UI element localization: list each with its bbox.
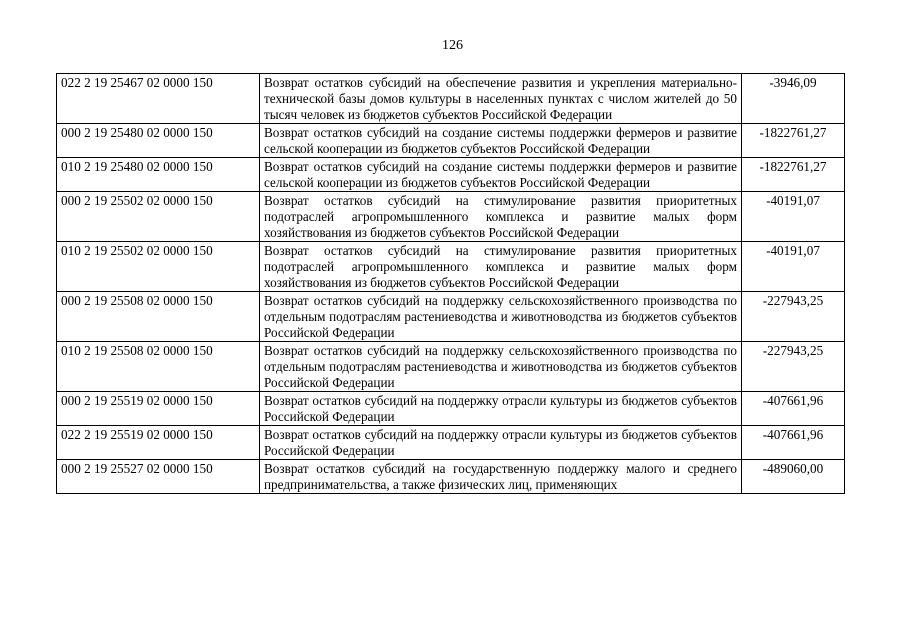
description-cell: Возврат остатков субсидий на стимулирование развития приоритетных подотраслей агропромышленного комплекса и развитие малых форм хозяйствования из бюджетов субъектов Российской Федерации (260, 192, 742, 242)
budget-code-cell (57, 460, 260, 494)
amount-cell: -1822761,27 (742, 124, 845, 158)
amount-cell: -227943,25 (742, 342, 845, 392)
description-cell: Возврат остатков субсидий на создание системы поддержки фермеров и развитие сельской кооперации из бюджетов субъектов Российской Федерации (260, 124, 742, 158)
description-cell: Возврат остатков субсидий на поддержку отрасли культуры из бюджетов субъектов Российской Федерации (260, 392, 742, 426)
table-row (57, 192, 845, 242)
table-row (57, 124, 845, 158)
description-cell: Возврат остатков субсидий на поддержку сельскохозяйственного производства по отдельным подотраслям растениеводства и животноводства из бюджетов субъектов Российской Федерации (260, 292, 742, 342)
amount-cell: -407661,96 (742, 426, 845, 460)
table-row (57, 74, 845, 124)
table-row (57, 342, 845, 392)
amount-cell: -407661,96 (742, 392, 845, 426)
budget-code-text: 000 2 19 25527 02 0000 150 (61, 461, 213, 476)
table-row (57, 158, 845, 192)
description-cell (260, 460, 742, 494)
budget-code-cell: 000 2 19 25480 02 0000 150 (57, 124, 260, 158)
budget-code-cell: 010 2 19 25508 02 0000 150 (57, 342, 260, 392)
amount-cell: -40191,07 (742, 192, 845, 242)
budget-code-cell: 022 2 19 25467 02 0000 150 (57, 74, 260, 124)
table-row (57, 392, 845, 426)
amount-cell: -1822761,27 (742, 158, 845, 192)
amount-cell (742, 460, 845, 494)
table-row (57, 242, 845, 292)
budget-classification-table (56, 73, 845, 494)
description-cell: Возврат остатков субсидий на стимулирование развития приоритетных подотраслей агропромышленного комплекса и развитие малых форм хозяйствования из бюджетов субъектов Российской Федерации (260, 242, 742, 292)
budget-code-cell: 000 2 19 25502 02 0000 150 (57, 192, 260, 242)
amount-cell: -227943,25 (742, 292, 845, 342)
table-row (57, 426, 845, 460)
budget-code-cell: 022 2 19 25519 02 0000 150 (57, 426, 260, 460)
description-cell: Возврат остатков субсидий на обеспечение развития и укрепления материально-технической базы домов культуры в населенных пунктах с числом жителей до 50 тысяч человек из бюджетов субъектов Российской Федерации (260, 74, 742, 124)
budget-code-cell: 000 2 19 25508 02 0000 150 (57, 292, 260, 342)
budget-code-cell: 010 2 19 25480 02 0000 150 (57, 158, 260, 192)
amount-cell: -40191,07 (742, 242, 845, 292)
budget-code-cell: 010 2 19 25502 02 0000 150 (57, 242, 260, 292)
description-cell: Возврат остатков субсидий на поддержку отрасли культуры из бюджетов субъектов Российской Федерации (260, 426, 742, 460)
budget-code-cell: 000 2 19 25519 02 0000 150 (57, 392, 260, 426)
amount-cell: -3946,09 (742, 74, 845, 124)
description-cell: Возврат остатков субсидий на создание системы поддержки фермеров и развитие сельской кооперации из бюджетов субъектов Российской Федерации (260, 158, 742, 192)
table-row (57, 460, 845, 494)
table-row (57, 292, 845, 342)
page-number: 126 (442, 38, 463, 53)
amount-text: -489060,00 (762, 461, 824, 476)
description-text: Возврат остатков субсидий на государственную поддержку малого и среднего предпринимательства, а также физических лиц, применяющих (264, 461, 737, 492)
description-cell: Возврат остатков субсидий на поддержку сельскохозяйственного производства по отдельным подотраслям растениеводства и животноводства из бюджетов субъектов Российской Федерации (260, 342, 742, 392)
